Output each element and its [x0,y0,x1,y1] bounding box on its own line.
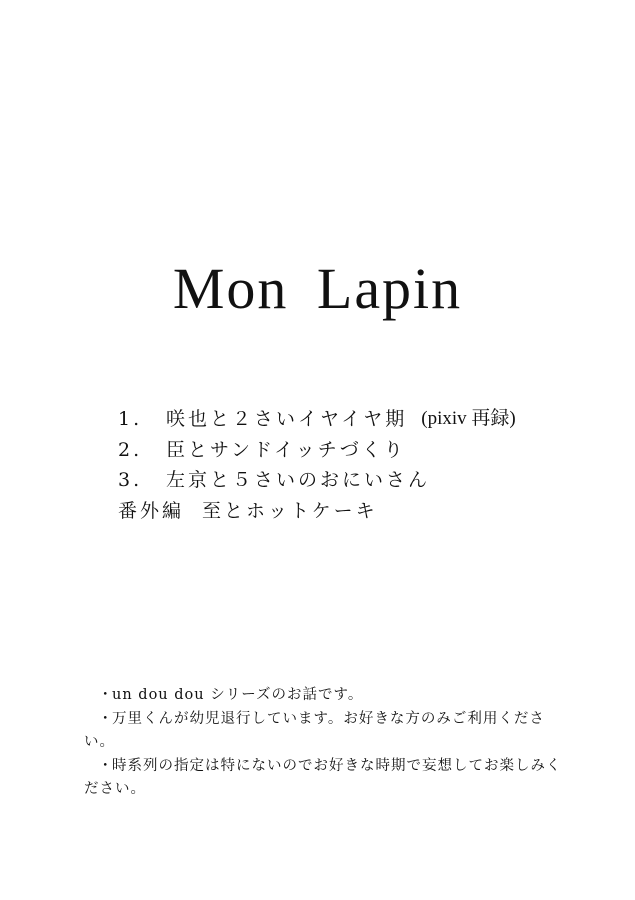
notes-list [84,684,570,802]
toc-text: 左京と５さいのおにいさん [166,469,431,491]
toc-item [118,465,598,496]
note-text: 時系列の指定は特にないのでお好きな時期で妄想してお楽しみください。 [84,757,562,797]
note-item [84,708,570,755]
toc-item [118,435,598,466]
book-title: Mon Lapin [172,256,463,321]
note-bullet: ・ [98,710,114,727]
toc-extra-text: 至とホットケーキ [202,499,378,522]
toc-text: 臣とサンドイッチづくり [166,438,406,461]
toc-item [118,404,598,435]
note-item [84,755,570,802]
toc-extra-label: 番外編 [118,499,185,522]
note-bullet: ・ [98,757,114,774]
toc-number: 1. [118,408,143,430]
note-bullet: ・ [98,687,114,703]
note-item [84,684,570,708]
toc-number: 3. [118,469,143,491]
toc-text: 咲也と２さいイヤイヤ期 [166,408,408,430]
note-text: 万里くんが幼児退行しています。お好きな方のみご利用ください。 [84,710,545,750]
toc-suffix: (pixiv 再録) [421,408,516,429]
toc-extra-item [118,496,598,527]
note-text: un dou dou シリーズのお話です。 [112,687,364,703]
toc-number: 2. [118,438,143,461]
table-of-contents [118,404,598,526]
